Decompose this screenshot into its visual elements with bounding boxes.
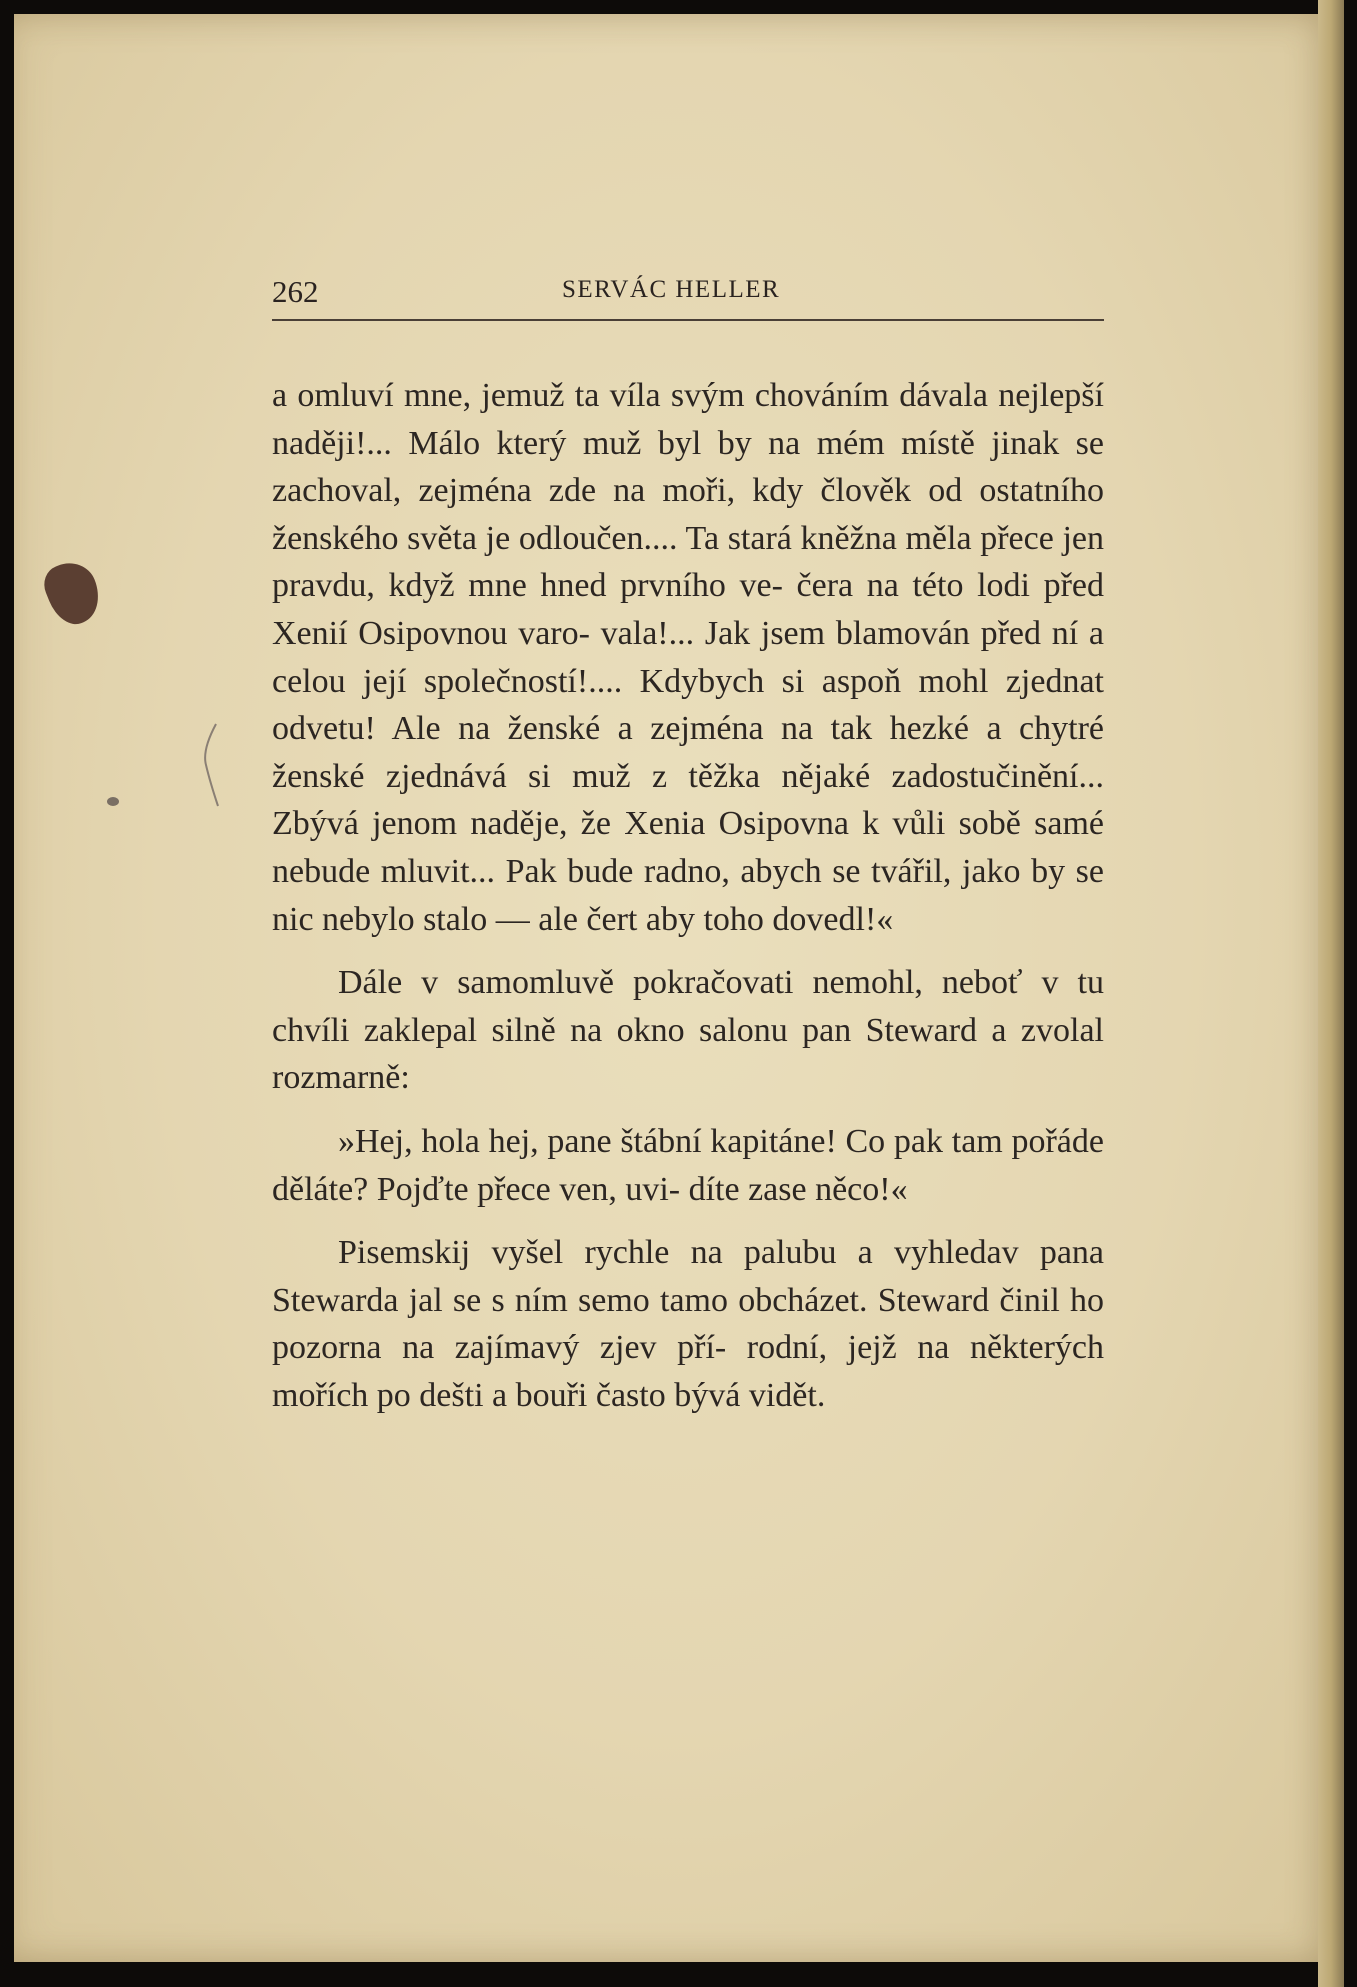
paragraph: Pisemskij vyšel rychle na palubu a vyhledav pana Stewarda jal se s ním semo tamo obcházet. Steward činil ho pozorna na zajímavý zjev pří- rodní, jejž na některých mořích po dešti a bouři často bývá vidět. [272,1234,1104,1414]
paragraph: »Hej, hola hej, pane štábní kapitáne! Co pak tam pořáde děláte? Pojďte přece ven, uvi- díte zase něco!« [272,1122,1104,1208]
margin-dot [107,797,119,806]
page-edge [1318,0,1344,1987]
page-header [272,272,1104,316]
page-number: 262 [272,274,319,309]
pencil-mark [200,720,222,810]
header-rule [272,319,1104,321]
paragraph: a omluví mne, jemuž ta víla svým chováním dávala nejlepší naději!... Málo který muž byl by na mém místě jinak se zachoval, zejména zde na moři, kdy člověk od ostatního ženského světa je odloučen.... Ta stará kněžna měla přece jen pravdu, když mne hned prvního ve- čera na této lodi před Xenií Osipovnou varo- vala!... Jak jsem blamován před ní a celou její společností!.... Kdybych si aspoň mohl zjednat odvetu! Ale na ženské a zejména na tak hezké a chytré ženské zjednává si muž z těžka nějaké zadostučinění... Zbývá jenom naděje, že Xenia Osipovna k vůli sobě samé nebude mluvit... Pak bude radno, abych se tvářil, jako by se nic nebylo stalo — ale čert aby toho dovedl!« [272,377,1104,938]
body-text [272,372,1104,1419]
paragraph: Dále v samomluvě pokračovati nemohl, neboť v tu chvíli zaklepal silně na okno salonu pan Steward a zvolal rozmarně: [272,964,1104,1097]
running-title: SERVÁC HELLER [562,276,781,303]
